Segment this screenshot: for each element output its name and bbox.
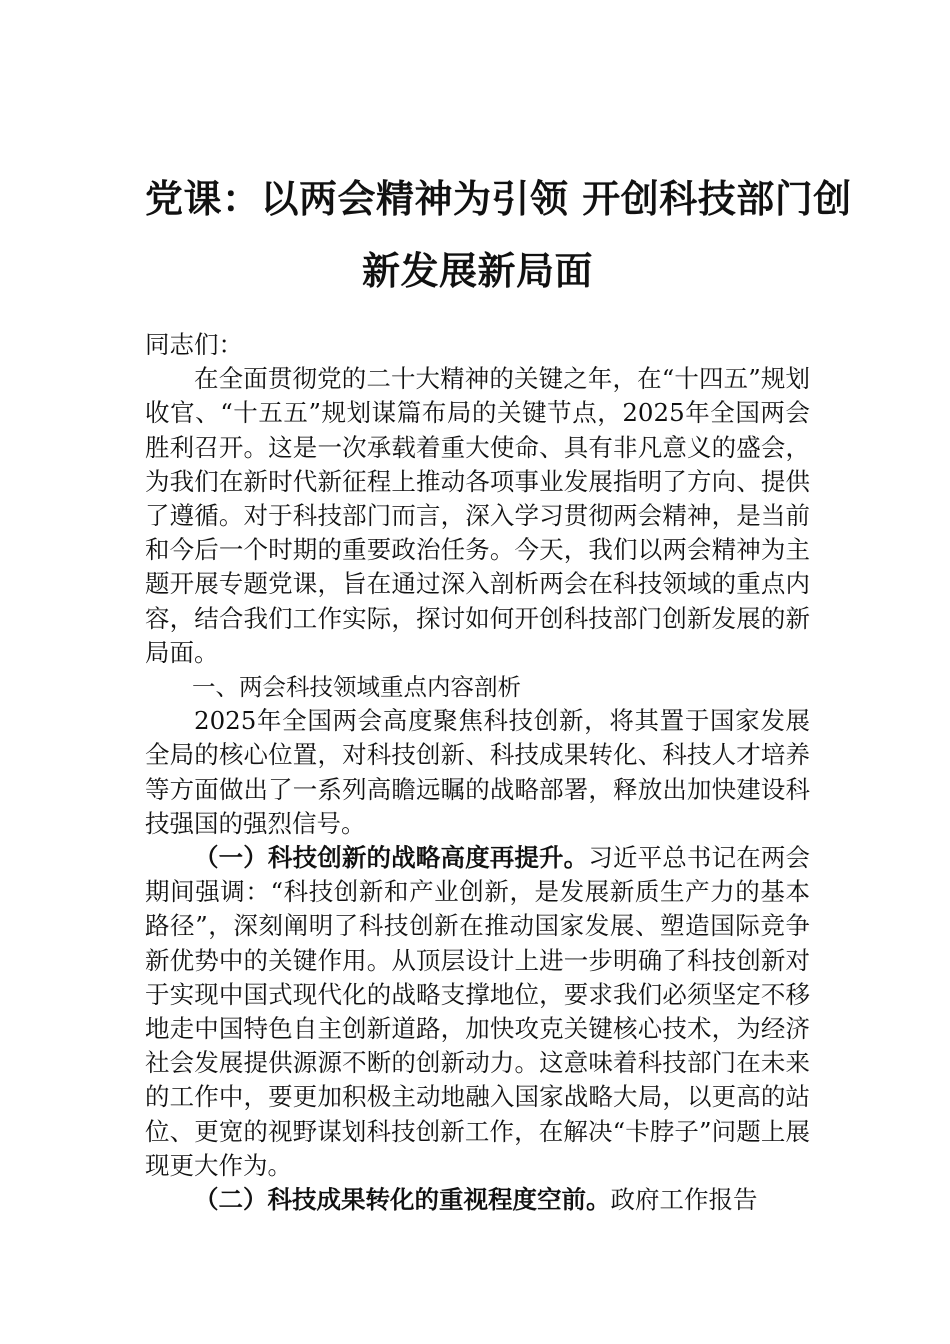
section-1-paragraph: 2025年全国两会高度聚焦科技创新，将其置于国家发展全局的核心位置，对科技创新、科技成果转化、科技人才培养等方面做出了一系列高瞻远瞩的战略部署，释放出加快建设科技强国的强烈信号。 — [145, 706, 810, 838]
title-line-2: 新发展新局面 — [361, 249, 593, 294]
point-2-lead: （二）科技成果转化的重视程度空前。 — [194, 1185, 611, 1215]
point-1-lead: （一）科技创新的战略高度再提升。 — [194, 843, 589, 873]
salutation: 同志们： — [145, 330, 243, 359]
section-heading-1: 一、两会科技领域重点内容剖析 — [192, 673, 521, 702]
intro-paragraph: 在全面贯彻党的二十大精神的关键之年，在“十四五”规划收官、“十五五”规划谋篇布局的关键节点，2025年全国两会胜利召开。这是一次承载着重大使命、具有非凡意义的盛会，为我们在新时代新征程上推动各项事业发展指明了方向、提供了遵循。对于科技部门而言，深入学习贯彻两会精神，是当前和今后一个时期的重要政治任务。今天，我们以两会精神为主题开展专题党课，旨在通过深入剖析两会在科技领域的重点内容，结合我们工作实际，探讨如何开创科技部门创新发展的新局面。 — [145, 364, 810, 667]
point-2-text: 政府工作报告 — [610, 1185, 758, 1215]
document-title — [145, 163, 852, 307]
point-1-paragraph — [145, 841, 810, 1183]
point-2-paragraph — [145, 1183, 810, 1217]
point-1-text: 习近平总书记在两会期间强调：“科技创新和产业创新，是发展新质生产力的基本路径”，深刻阐明了科技创新在推动国家发展、塑造国际竞争新优势中的关键作用。从顶层设计上进一步明确了科技创新对于实现中国式现代化的战略支撑地位，要求我们必须坚定不移地走中国特色自主创新道路，加快攻克关键核心技术，为经济社会发展提供源源不断的创新动力。这意味着科技部门在未来的工作中，要更加积极主动地融入国家战略大局，以更高的站位、更宽的视野谋划科技创新工作，在解决“卡脖子”问题上展现更大作为。 — [145, 843, 811, 1180]
document-body — [145, 328, 810, 1217]
title-line-1: 党课：以两会精神为引领 开创科技部门创 — [145, 177, 852, 222]
